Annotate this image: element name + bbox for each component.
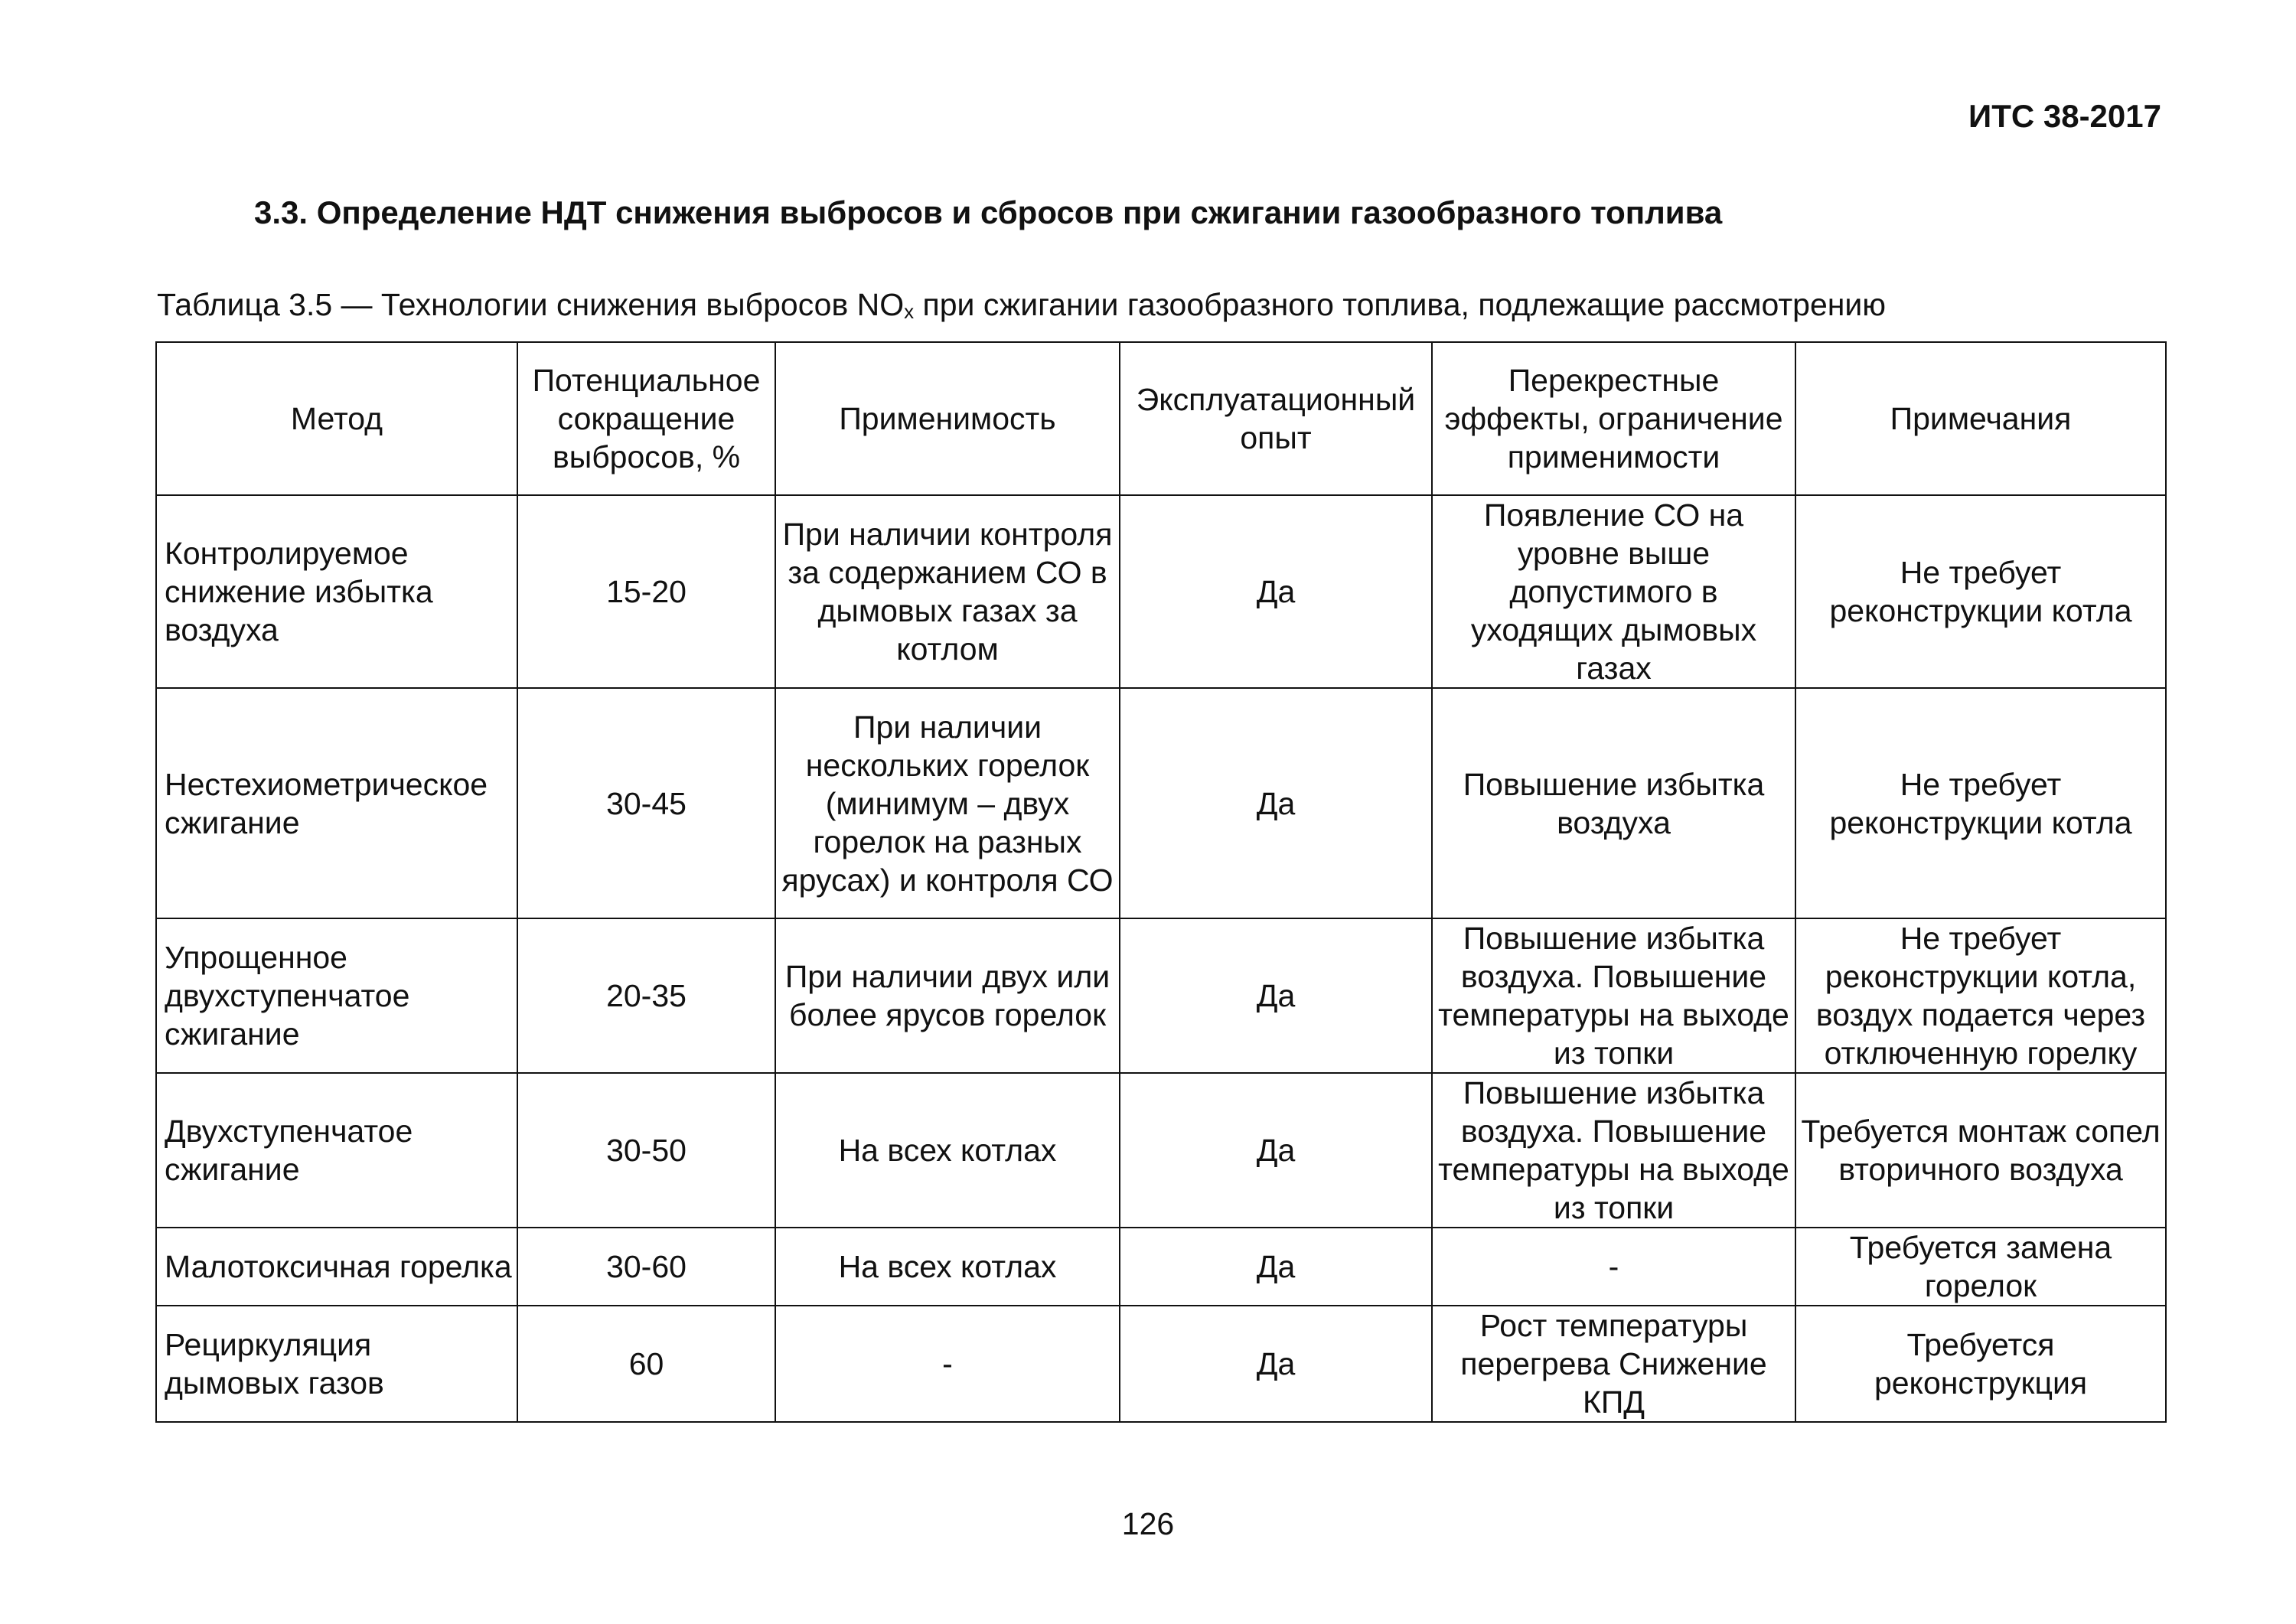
- page-number: 126: [1121, 1506, 1175, 1541]
- cell-method: Нестехиометрическое сжигание: [156, 688, 517, 918]
- nox-technologies-table: [155, 341, 2167, 1423]
- header-cross-effects: Перекрестные эффекты, ограничение применимости: [1432, 342, 1795, 495]
- cell-method: Двухступенчатое сжигание: [156, 1073, 517, 1228]
- cell-reduction: 20-35: [517, 918, 775, 1073]
- table-row: [156, 1306, 2166, 1422]
- table-row: [156, 918, 2166, 1073]
- cell-cross-effects: -: [1432, 1228, 1795, 1306]
- cell-notes: Не требует реконструкции котла: [1795, 688, 2166, 918]
- cell-experience: Да: [1120, 495, 1432, 688]
- table-row: [156, 1073, 2166, 1228]
- cell-applicability: При наличии нескольких горелок (минимум – двух горелок на разных ярусах) и контроля СО: [775, 688, 1120, 918]
- table-caption: [157, 287, 1886, 324]
- cell-reduction: 60: [517, 1306, 775, 1422]
- cell-reduction: 30-60: [517, 1228, 775, 1306]
- caption-suffix: при сжигании газообразного топлива, подлежащие рассмотрению: [914, 287, 1887, 322]
- header-experience: Эксплуатационный опыт: [1120, 342, 1432, 495]
- cell-applicability: При наличии двух или более ярусов горелок: [775, 918, 1120, 1073]
- table-row: [156, 688, 2166, 918]
- cell-experience: Да: [1120, 918, 1432, 1073]
- caption-prefix: Таблица 3.5 — Технологии снижения выбросов NO: [157, 287, 905, 322]
- cell-notes: Требуется замена горелок: [1795, 1228, 2166, 1306]
- cell-experience: Да: [1120, 1306, 1432, 1422]
- cell-notes: Не требует реконструкции котла, воздух подается через отключенную горелку: [1795, 918, 2166, 1073]
- cell-cross-effects: Появление СО на уровне выше допустимого в уходящих дымовых газах: [1432, 495, 1795, 688]
- cell-cross-effects: Рост температуры перегрева Снижение КПД: [1432, 1306, 1795, 1422]
- header-notes: Примечания: [1795, 342, 2166, 495]
- cell-cross-effects: Повышение избытка воздуха: [1432, 688, 1795, 918]
- cell-method: Упрощенное двухступенчатое сжигание: [156, 918, 517, 1073]
- cell-experience: Да: [1120, 688, 1432, 918]
- cell-notes: Не требует реконструкции котла: [1795, 495, 2166, 688]
- section-title: 3.3. Определение НДТ снижения выбросов и сбросов при сжигании газообразного топлива: [254, 194, 1723, 230]
- cell-experience: Да: [1120, 1228, 1432, 1306]
- cell-applicability: -: [775, 1306, 1120, 1422]
- table-row: [156, 1228, 2166, 1306]
- cell-reduction: 30-45: [517, 688, 775, 918]
- cell-applicability: При наличии контроля за содержанием СО в дымовых газах за котлом: [775, 495, 1120, 688]
- cell-cross-effects: Повышение избытка воздуха. Повышение температуры на выходе из топки: [1432, 918, 1795, 1073]
- cell-reduction: 15-20: [517, 495, 775, 688]
- cell-cross-effects: Повышение избытка воздуха. Повышение температуры на выходе из топки: [1432, 1073, 1795, 1228]
- cell-notes: Требуется реконструкция: [1795, 1306, 2166, 1422]
- cell-applicability: На всех котлах: [775, 1073, 1120, 1228]
- cell-method: Контролируемое снижение избытка воздуха: [156, 495, 517, 688]
- cell-reduction: 30-50: [517, 1073, 775, 1228]
- caption-subscript: x: [904, 300, 915, 323]
- cell-method: Малотоксичная горелка: [156, 1228, 517, 1306]
- table-header-row: [156, 342, 2166, 495]
- header-applicability: Применимость: [775, 342, 1120, 495]
- cell-applicability: На всех котлах: [775, 1228, 1120, 1306]
- header-reduction: Потенциальное сокращение выбросов, %: [517, 342, 775, 495]
- cell-experience: Да: [1120, 1073, 1432, 1228]
- table-row: [156, 495, 2166, 688]
- cell-method: Рециркуляция дымовых газов: [156, 1306, 517, 1422]
- header-method: Метод: [156, 342, 517, 495]
- cell-notes: Требуется монтаж сопел вторичного воздуха: [1795, 1073, 2166, 1228]
- document-code: ИТС 38-2017: [1968, 98, 2161, 134]
